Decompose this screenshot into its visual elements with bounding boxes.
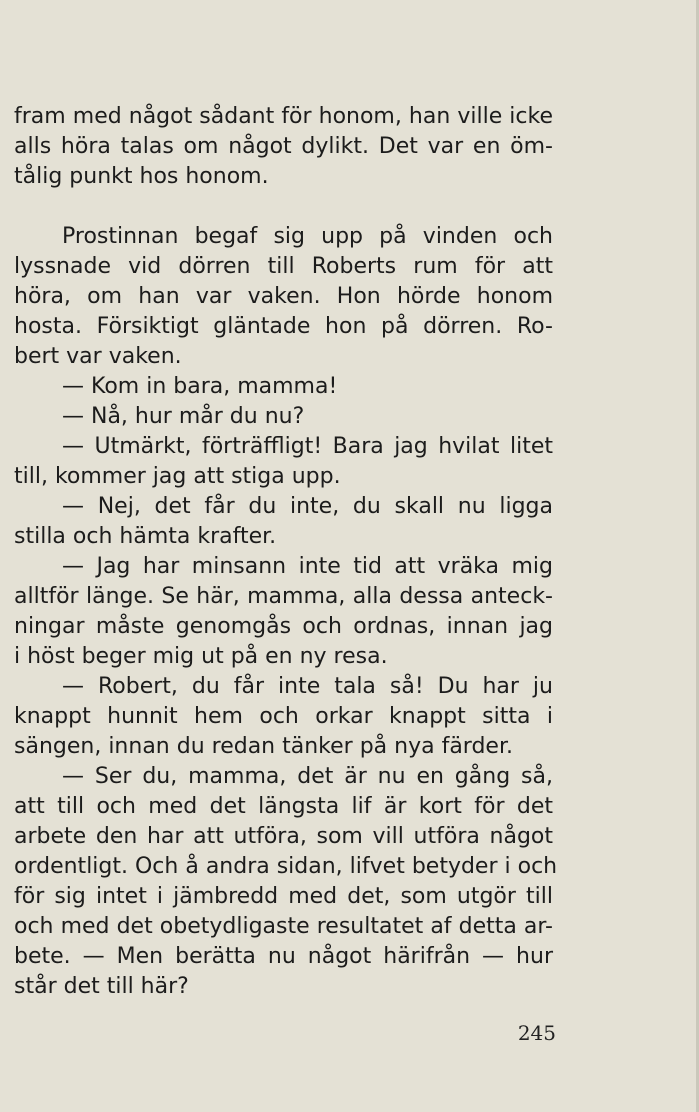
page-number: 245 [517,1021,556,1045]
text-line: arbete den har att utföra, som vill utföra något [14,824,553,849]
text-line: knappt hunnit hem och orkar knappt sitta i [14,704,553,729]
text-line: höra, om han var vaken. Hon hörde honom [14,284,553,309]
text-line: — Ser du, mamma, det är nu en gång så, [62,764,553,789]
text-line: — Robert, du får inte tala så! Du har ju [62,674,553,699]
body-text [14,102,558,1002]
text-line: till, kommer jag att stiga upp. [14,464,341,489]
text-line: — Nej, det får du inte, du skall nu ligga [62,494,553,519]
text-line: hosta. Försiktigt gläntade hon på dörren. Ro- [14,314,553,339]
text-line: och med det obetydligaste resultatet af detta ar- [14,914,553,939]
text-line: alls höra talas om något dylikt. Det var en öm- [14,134,553,159]
paragraph-gap [14,192,553,222]
text-line: bert var vaken. [14,344,182,369]
text-line: lyssnade vid dörren till Roberts rum för att [14,254,553,279]
text-line: ordentligt. Och å andra sidan, lifvet betyder i och [14,854,558,879]
text-line: — Utmärkt, förträffligt! Bara jag hvilat litet [62,434,553,459]
text-line: bete. — Men berätta nu något härifrån — hur [14,944,553,969]
text-line: Prostinnan begaf sig upp på vinden och [62,224,553,249]
text-line: sängen, innan du redan tänker på nya färder. [14,734,513,759]
text-line: — Nå, hur mår du nu? [62,404,305,429]
text-line: i höst beger mig ut på en ny resa. [14,644,388,669]
text-line: — Kom in bara, mamma! [62,374,338,399]
text-line: — Jag har minsann inte tid att vräka mig [62,554,553,579]
text-line: fram med något sådant för honom, han ville icke [14,104,553,129]
text-line: för sig intet i jämbredd med det, som utgör till [14,884,553,909]
text-line: alltför länge. Se här, mamma, alla dessa anteck- [14,584,553,609]
text-line: stilla och hämta krafter. [14,524,277,549]
text-line: ningar måste genomgås och ordnas, innan jag [14,614,553,639]
text-line: att till och med det längsta lif är kort för det [14,794,553,819]
text-line: står det till här? [14,974,189,999]
text-line: tålig punkt hos honom. [14,164,269,189]
